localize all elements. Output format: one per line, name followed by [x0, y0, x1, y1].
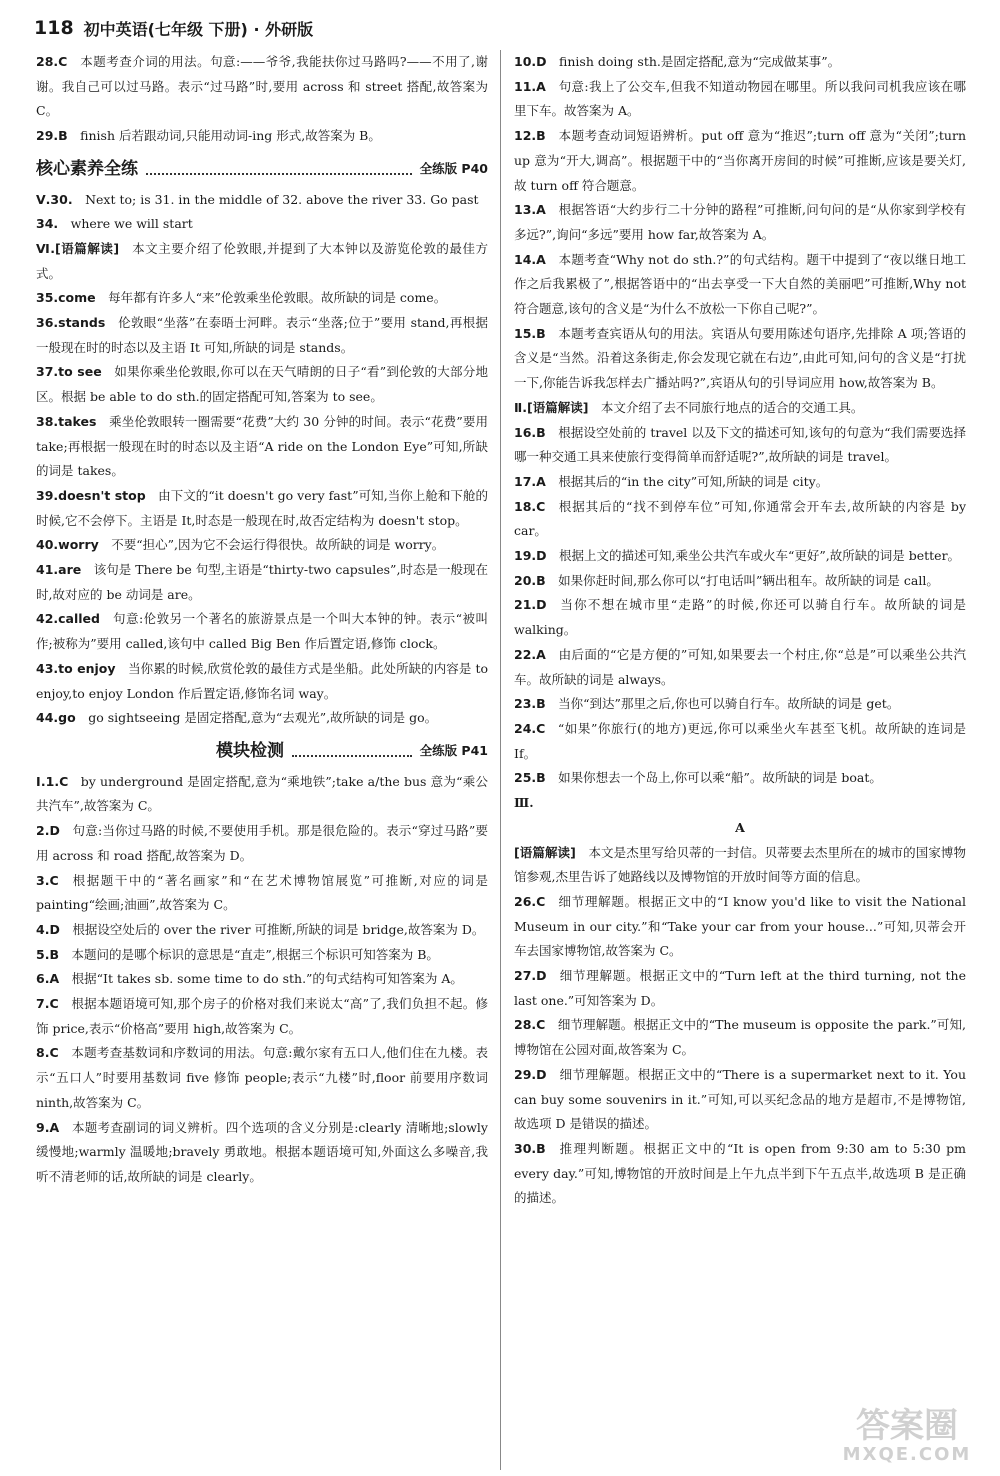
part-label: Ⅲ. [514, 795, 534, 811]
entry-text: 根据设空处前的 travel 以及下文的描述可知,该句的句意为“我们需要选择哪一种交通工具来使旅行变得简单而舒适呢?”,故所缺的词是 travel。 [514, 424, 966, 465]
page-header [34, 8, 313, 48]
entry-label: 14.A [514, 251, 546, 267]
answer-entry [36, 124, 488, 149]
entry-label: 17.A [514, 473, 546, 489]
answer-entry [514, 1013, 966, 1062]
entry-label: 11.A [514, 78, 546, 94]
entry-label: 23.B [514, 696, 546, 712]
entry-text: 由下文的“it doesn't go very fast”可知,当你上舱和下舱的时候,它不会停下。主语是 It,时态是一般现在时,故否定结构为 doesn't stop。 [36, 487, 488, 528]
entry-text: 根据答语“大约步行二十分钟的路程”可推断,问句问的是“从你家到学校有多远?”,询问“多远”要用 how far,故答案为 A。 [514, 202, 966, 242]
section-heading-module [36, 739, 488, 764]
section-title: 核心素养全练 [36, 158, 138, 179]
entry-label: 40.worry [36, 537, 99, 553]
answer-entry [514, 322, 966, 396]
book-title: 初中英语(七年级 下册) · 外研版 [83, 19, 314, 39]
entry-label: 5.B [36, 946, 59, 962]
entry-label: 39.doesn't stop [36, 487, 146, 503]
entry-label: 26.C [514, 893, 546, 909]
answer-entry [36, 967, 488, 992]
answer-entry [36, 770, 488, 819]
entry-label: Ⅰ.1.C [36, 773, 69, 789]
entry-text: 本文是杰里写给贝蒂的一封信。贝蒂要去杰里所在的城市的国家博物馆参观,杰里告诉了她路线以及博物馆的开放时间等方面的信息。 [514, 844, 966, 885]
entry-text: 根据上文的描述可知,乘坐公共汽车或火车“更好”,故所缺的词是 better。 [559, 548, 961, 564]
section-heading-core [36, 157, 488, 182]
answer-entry [36, 1041, 488, 1115]
answer-entry [36, 558, 488, 607]
entry-label: Ⅴ.30. [36, 191, 73, 207]
answer-entry [36, 1116, 488, 1190]
answer-entry [36, 212, 488, 237]
entry-label: 42.called [36, 611, 100, 627]
answer-entry [514, 1063, 966, 1137]
entry-label: 15.B [514, 325, 546, 341]
answer-entry [514, 569, 966, 594]
entry-label: 22.A [514, 646, 546, 662]
leader-dots [292, 745, 412, 757]
entry-text: 根据其后的“找不到停车位”可知,你通常会开车去,故所缺的内容是 by car。 [514, 498, 966, 539]
answer-entry [514, 1137, 966, 1211]
entry-text: finish doing sth.是固定搭配,意为“完成做某事”。 [559, 54, 841, 69]
entry-label: 36.stands [36, 315, 106, 331]
entry-text: 伦敦眼“坐落”在泰晤士河畔。表示“坐落;位于”要用 stand,再根据一般现在时的时态以及主语 It 可知,所缺的词是 stands。 [36, 315, 488, 355]
core-entries [36, 188, 488, 731]
entry-text: 根据“It takes sb. some time to do sth.”的句式结构可知答案为 A。 [71, 971, 463, 987]
entry-text: 由后面的“它是方便的”可知,如果要去一个村庄,你“总是”可以乘坐公共汽车。故所缺的词是 always。 [514, 646, 966, 687]
entry-label: 24.C [514, 720, 546, 736]
entry-label: 2.D [36, 823, 60, 839]
entry-label: 29.B [36, 128, 68, 144]
entry-text: 当你不想在城市里“走路”的时候,你还可以骑自行车。故所缺的词是 walking。 [514, 597, 966, 638]
entry-label: 28.C [36, 54, 68, 69]
answer-entry [36, 286, 488, 311]
answer-entry [514, 890, 966, 964]
answer-entry [514, 593, 966, 642]
answer-entry [514, 964, 966, 1013]
leader-dots [146, 163, 412, 175]
entry-label: Ⅱ.[语篇解读] [514, 399, 589, 415]
answer-entry [36, 533, 488, 558]
answer-entry [514, 717, 966, 766]
entry-label: 13.A [514, 202, 546, 218]
entry-text: go sightseeing 是固定搭配,意为“去观光”,故所缺的词是 go。 [88, 710, 438, 726]
entry-label: 8.C [36, 1045, 59, 1061]
answer-entry [514, 643, 966, 692]
answer-entry [514, 396, 966, 421]
entry-text: 根据其后的“in the city”可知,所缺的词是 city。 [558, 473, 829, 489]
answer-entry [36, 50, 488, 124]
answer-entry [514, 692, 966, 717]
entry-label: 38.takes [36, 413, 97, 429]
entry-text: 当你累的时候,欣赏伦敦的最佳方式是坐船。此处所缺的内容是 to enjoy,to enjoy London 作后置定语,修饰名词 way。 [36, 660, 488, 701]
answer-entry [36, 607, 488, 656]
entry-label: 30.B [514, 1140, 546, 1156]
entry-text: 本题考查副词的词义辨析。四个选项的含义分别是:clearly 清晰地;slowly 缓慢地;warmly 温暖地;bravely 勇敢地。根据本题语境可知,外面这么多噪音,我听不清老师的话,故所缺的词是 clearly。 [36, 1119, 488, 1184]
answer-entry [514, 248, 966, 322]
entry-text: 该句是 There be 句型,主语是“thirty-two capsules”,时态是一般现在时,故对应的 be 动词是 are。 [36, 562, 488, 602]
entry-text: 本题考查介词的用法。句意:——爷爷,我能扶你过马路吗?——不用了,谢谢。我自己可以过马路。表示“过马路”时,要用 across 和 street 搭配,故答案为 C。 [36, 54, 488, 119]
entry-label: 37.to see [36, 364, 102, 380]
entry-text: 本文介绍了去不同旅行地点的适合的交通工具。 [600, 399, 864, 415]
entry-text: 细节理解题。根据正文中的“Turn left at the third turning, not the last one.”可知答案为 D。 [514, 968, 966, 1008]
entry-label: 16.B [514, 424, 546, 440]
entry-label: 44.go [36, 710, 76, 726]
entry-text: 句意:我上了公交车,但我不知道动物园在哪里。所以我问司机我应该在哪里下车。故答案为 A。 [514, 78, 966, 119]
entry-text: Next to; is 31. in the middle of 32. above the river 33. Go past [85, 191, 479, 207]
answer-entry [36, 992, 488, 1041]
watermark-symbol: 答案圈 [856, 1406, 958, 1446]
answer-entry [514, 75, 966, 124]
entry-label: 41.are [36, 562, 82, 578]
answer-entry [36, 311, 488, 360]
entry-text: 根据本题语境可知,那个房子的价格对我们来说太“高”了,我们负担不起。修饰 price,表示“价格高”要用 high,故答案为 C。 [36, 996, 488, 1036]
answer-entry [36, 819, 488, 868]
left-top-entries [36, 50, 488, 149]
entry-text: 本题考查基数词和序数词的用法。句意:戴尔家有五口人,他们住在九楼。表示“五口人”时要用基数词 five 修饰 people;表示“九楼”时,floor 前要用序数词 ninth,故答案为 C。 [36, 1045, 488, 1110]
answer-entry [36, 943, 488, 968]
entry-label: [语篇解读] [514, 844, 576, 860]
answer-entry [514, 495, 966, 544]
entry-label: 28.C [514, 1017, 546, 1033]
entry-label: 3.C [36, 872, 59, 888]
entry-text: 不要“担心”,因为它不会运行得很快。故所缺的词是 worry。 [111, 537, 445, 553]
part-three-heading [514, 791, 966, 816]
entry-text: 细节理解题。根据正文中的“I know you'd like to visit the National Museum in our city.”和“Take your car from your house...”可知,贝蒂会开车去国家博物馆,故答案为 C。 [514, 893, 966, 959]
answer-entry [36, 918, 488, 943]
entry-text: 本文主要介绍了伦敦眼,并提到了大本钟以及游览伦敦的最佳方式。 [36, 240, 488, 281]
entry-text: 细节理解题。根据正文中的“There is a supermarket next to it. You can buy some souvenirs in it.”可知,可以买纪念品的地方是超市,不是博物馆,故选项 D 是错误的描述。 [514, 1066, 966, 1132]
answer-entry [36, 484, 488, 533]
entry-text: 本题问的是哪个标识的意思是“直走”,根据三个标识可知答案为 B。 [71, 946, 439, 962]
answer-entry [514, 470, 966, 495]
entry-label: 43.to enjoy [36, 660, 116, 676]
answer-entry [514, 124, 966, 198]
right-column [514, 50, 966, 1211]
entry-label: 10.D [514, 54, 547, 69]
entry-text: 当你“到达”那里之后,你也可以骑自行车。故所缺的词是 get。 [558, 696, 900, 712]
entry-label: 4.D [36, 921, 60, 937]
entry-text: 如果你想去一个岛上,你可以乘“船”。故所缺的词是 boat。 [558, 770, 882, 786]
section-ref: 全练版 P41 [419, 742, 488, 758]
entry-label: 7.C [36, 996, 59, 1012]
passage-letter: A [735, 819, 745, 835]
left-column [36, 50, 488, 1190]
entry-label: 20.B [514, 572, 546, 588]
page-number: 118 [34, 17, 74, 39]
section-title: 模块检测 [216, 740, 284, 761]
entry-text: 本题考查宾语从句的用法。宾语从句要用陈述句语序,先排除 A 项;答语的含义是“当然。沿着这条街走,你会发现它就在右边”,由此可知,问句的含义是“打扰一下,你能告诉我怎样去广播站吗?”,宾语从句的引导词应用 how,故答案为 B。 [514, 325, 966, 391]
answer-entry [36, 410, 488, 484]
entry-text: 推理判断题。根据正文中的“It is open from 9:30 am to 5:30 pm every day.”可知,博物馆的开放时间是上午九点半到下午五点半,故选项 B 是正确的描述。 [514, 1140, 966, 1206]
entry-label: 34. [36, 216, 59, 232]
entry-text: 根据题干中的“著名画家”和“在艺术博物馆展览”可推断,对应的词是 painting“绘画;油画”,故答案为 C。 [36, 872, 488, 913]
entry-label: 21.D [514, 597, 547, 613]
watermark-logo [832, 1408, 982, 1470]
entry-text: by underground 是固定搭配,意为“乘地铁”;take a/the bus 意为“乘公共汽车”,故答案为 C。 [36, 773, 488, 814]
entry-text: 如果你乘坐伦敦眼,你可以在天气晴朗的日子“看”到伦敦的大部分地区。根据 be able to do sth.的固定搭配可知,答案为 to see。 [36, 364, 488, 405]
entry-label: 9.A [36, 1119, 60, 1135]
entry-text: “如果”你旅行(的地方)更远,你可以乘坐火车甚至飞机。故所缺的连词是 If。 [514, 720, 966, 761]
entry-text: finish 后若跟动词,只能用动词-ing 形式,故答案为 B。 [80, 128, 381, 144]
entry-label: 19.D [514, 548, 547, 564]
entry-text: where we will start [70, 216, 193, 232]
entry-label: 35.come [36, 290, 96, 306]
right-entries-a [514, 50, 966, 791]
entry-text: 每年都有许多人“来”伦敦乘坐伦敦眼。故所缺的词是 come。 [108, 290, 447, 306]
answer-entry [514, 544, 966, 569]
watermark-url: MXQE.COM [842, 1444, 972, 1465]
module-entries [36, 770, 488, 1190]
answer-entry [514, 766, 966, 791]
section-ref: 全练版 P40 [419, 160, 488, 176]
answer-entry [36, 706, 488, 731]
entry-text: 细节理解题。根据正文中的“The museum is opposite the park.”可知,博物馆在公园对面,故答案为 C。 [514, 1017, 966, 1058]
answer-entry [36, 869, 488, 918]
entry-label: Ⅵ.[语篇解读] [36, 240, 120, 256]
answer-entry [36, 237, 488, 286]
column-divider [500, 50, 501, 1470]
entry-label: 18.C [514, 498, 546, 514]
entry-text: 乘坐伦敦眼转一圈需要“花费”大约 30 分钟的时间。表示“花费”要用 take;再根据一般现在时的时态以及主语“A ride on the London Eye”可知,所缺的词是 takes。 [36, 413, 488, 479]
right-entries-b [514, 841, 966, 1212]
answer-entry [514, 841, 966, 890]
answer-entry [514, 50, 966, 75]
entry-text: 本题考查动词短语辨析。put off 意为“推迟”;turn off 意为“关闭”;turn up 意为“开大,调高”。根据题干中的“当你离开房间的时候”可推断,应该是要关灯,故 turn off 符合题意。 [514, 128, 966, 193]
entry-label: 12.B [514, 128, 546, 144]
answer-entry [36, 360, 488, 409]
answer-entry [514, 198, 966, 247]
entry-label: 27.D [514, 968, 547, 984]
entry-label: 25.B [514, 770, 546, 786]
answer-entry [36, 657, 488, 706]
entry-label: 6.A [36, 971, 60, 987]
entry-text: 句意:当你过马路的时候,不要使用手机。那是很危险的。表示“穿过马路”要用 across 和 road 搭配,故答案为 D。 [36, 823, 488, 863]
entry-text: 句意:伦敦另一个著名的旅游景点是一个叫大本钟的钟。表示“被叫作;被称为”要用 called,该句中 called Big Ben 作后置定语,修饰 clock。 [36, 611, 488, 652]
answer-entry [36, 188, 488, 213]
answer-entry [514, 421, 966, 470]
entry-label: 29.D [514, 1066, 547, 1082]
entry-text: 根据设空处后的 over the river 可推断,所缺的词是 bridge,故答案为 D。 [72, 921, 485, 937]
entry-text: 本题考查“Why not do sth.?”的句式结构。题干中提到了“夜以继日地工作之后我累极了”,根据答语中的“出去享受一下大自然的美丽吧”可推断,Why not 符合题意,该句的含义是“为什么不放松一下你自己呢?”。 [514, 251, 966, 317]
entry-text: 如果你赶时间,那么你可以“打电话叫”辆出租车。故所缺的词是 call。 [558, 572, 939, 588]
